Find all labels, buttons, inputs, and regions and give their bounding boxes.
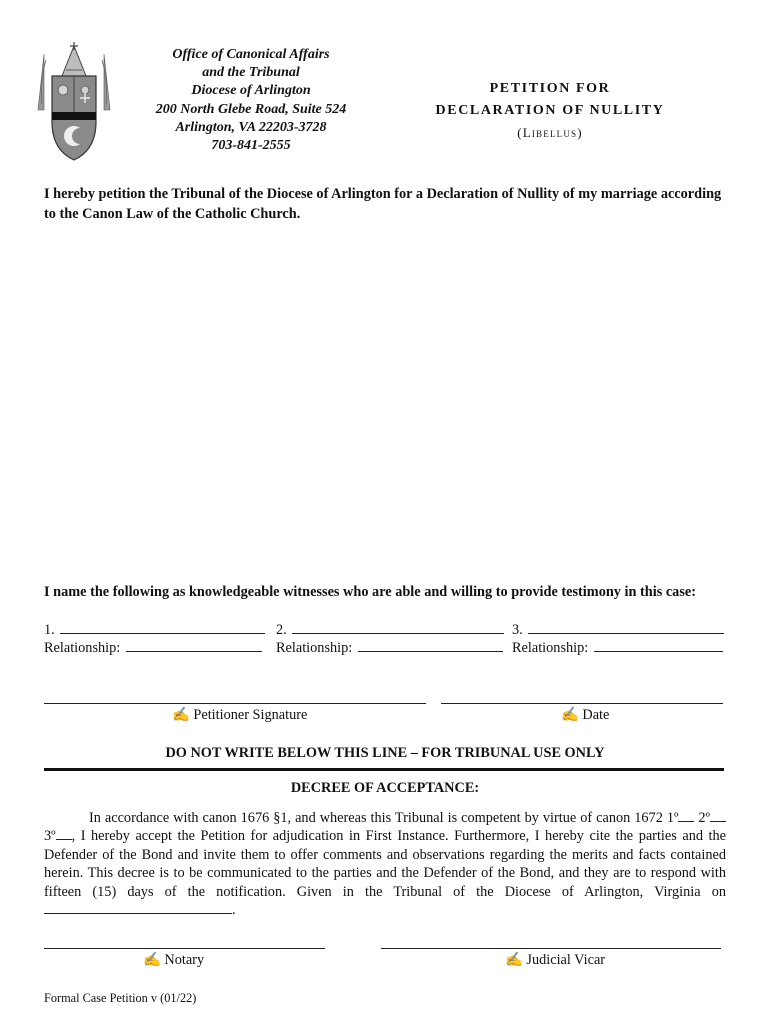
pen-icon: ✍ [561,707,579,723]
canon-option-2-field[interactable] [710,811,726,822]
petitioner-signature-label: ✍ Petitioner Signature [172,707,308,723]
relationship-field[interactable] [594,639,723,652]
relationship-label: Relationship: [276,640,353,656]
relationship-label: Relationship: [44,640,121,656]
relationship-label: Relationship: [512,640,589,656]
petitioner-signature-line[interactable] [44,703,426,704]
witness-name-field[interactable] [60,621,265,634]
form-version-footer: Formal Case Petition v (01/22) [44,991,197,1005]
witness-name-field[interactable] [292,621,504,634]
office-line: 200 North Glebe Road, Suite 524 [155,101,347,117]
title-line-3: (Libellus) [517,125,583,140]
canon-option-1-field[interactable] [678,811,694,822]
office-line: 703-841-2555 [211,138,291,154]
office-line: Office of Canonical Affairs [172,47,330,62]
office-line: Arlington, VA 22203-3728 [175,119,327,135]
divider [44,768,724,771]
pen-icon: ✍ [143,952,161,968]
judicial-vicar-signature-line[interactable] [381,948,721,949]
witness-name-field[interactable] [528,621,724,634]
decree-paragraph: In accordance with canon 1676 §1, and whereas this Tribunal is competent by virtue of canon 1672 1º 2º 3º , I hereby accept the Petition for adjudication in First Instance. Furthermore, I hereby cite the parties and the Defender of the Bond and invite them to offer comments and observations regarding the merits and facts contained herein. This decree is to be communicated to the parties and the Defender of the Bond, and they are to respond with fifteen (15) days of the notification. Given in the Tribunal of the Diocese of Arlington, Virginia on . [44,810,726,919]
witness-2-relationship [276,639,503,657]
decree-date-field[interactable] [44,901,232,914]
tribunal-use-only-notice: DO NOT WRITE BELOW THIS LINE – FOR TRIBUNAL USE ONLY [165,745,605,761]
judicial-vicar-label: ✍ Judicial Vicar [505,952,606,968]
witness-intro: I name the following as knowledgeable witnesses who are able and willing to provide testimony in this case: [44,584,696,600]
decree-title: DECREE OF ACCEPTANCE: [290,780,480,796]
date-line[interactable] [441,703,723,704]
title-line-1: PETITION FOR [489,81,611,96]
pen-icon: ✍ [172,707,190,723]
petition-statement: I hereby petition the Tribunal of the Diocese of Arlington for a Declaration of Nullity of my marriage according to the Canon Law of the Catholic Church. [44,186,722,222]
office-address-block [140,46,362,155]
witness-number: 3. [512,622,523,638]
title-line-2: DECLARATION OF NULLITY [435,103,665,118]
notary-signature-line[interactable] [44,948,325,949]
witness-number: 1. [44,622,55,638]
office-line: Diocese of Arlington [191,83,311,99]
canon-option-3-field[interactable] [56,829,72,840]
witness-1 [44,621,265,639]
office-line: and the Tribunal [202,65,300,81]
relationship-field[interactable] [358,639,503,652]
witness-3 [512,621,724,639]
date-label: ✍ Date [561,707,610,723]
diocese-crest-icon [36,40,112,164]
witness-3-relationship [512,639,723,657]
notary-label: ✍ Notary [143,952,205,968]
pen-icon: ✍ [505,952,523,968]
witness-2 [276,621,504,639]
relationship-field[interactable] [126,639,262,652]
witness-number: 2. [276,622,287,638]
witness-1-relationship [44,639,262,657]
petition-title [420,78,680,144]
